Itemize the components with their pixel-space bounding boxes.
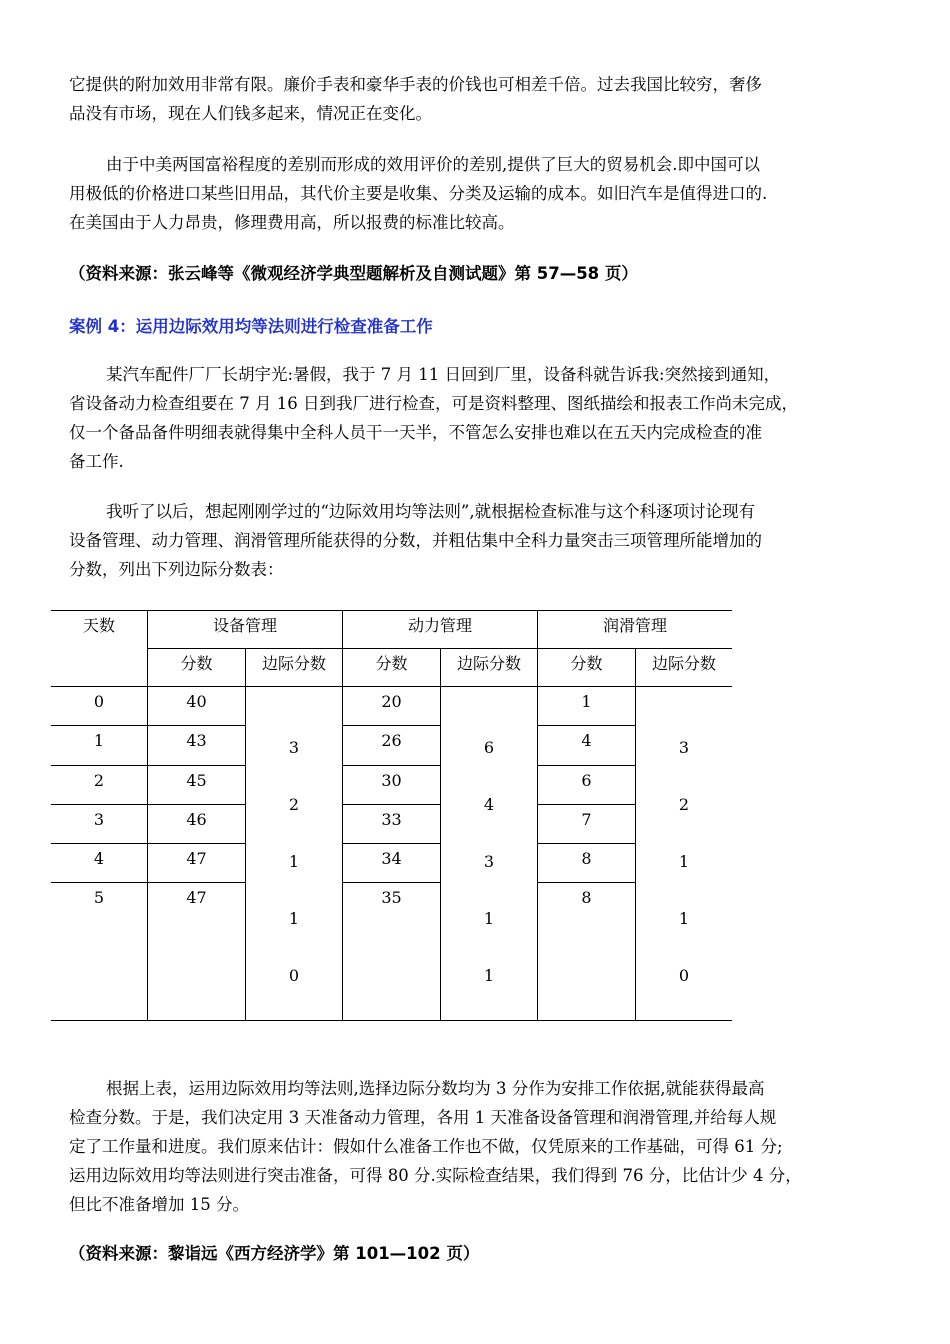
intro-line-2: 品没有市场，现在人们钱多起来，情况正在变化。 bbox=[69, 104, 432, 123]
lubrication-score-cell: 8 bbox=[538, 883, 636, 1021]
lubrication-marginal-value: 2 bbox=[678, 795, 690, 814]
case-paragraph-1 bbox=[69, 360, 889, 476]
equipment-score-cell: 40 bbox=[148, 687, 246, 726]
subheader-marginal: 边际分数 bbox=[246, 649, 343, 687]
intro-paragraph bbox=[69, 70, 889, 128]
case2-line-3: 分数，列出下列边际分数表： bbox=[69, 560, 284, 579]
subheader-score: 分数 bbox=[343, 649, 441, 687]
conclusion-line-3: 定了工作量和进度。我们原来估计：假如什么准备工作也不做，仅凭原来的工作基础，可得 61 分; bbox=[69, 1137, 783, 1156]
header-equipment: 设备管理 bbox=[148, 611, 343, 649]
equipment-marginal-value: 1 bbox=[288, 852, 300, 871]
lubrication-marginal-value: 1 bbox=[678, 852, 690, 871]
power-marginal-value: 1 bbox=[483, 966, 495, 985]
day-cell: 4 bbox=[51, 844, 148, 883]
source-citation-1: （资料来源：张云峰等《微观经济学典型题解析及自测试题》第 57—58 页） bbox=[69, 264, 638, 283]
case1-line-2: 省设备动力检查组要在 7 月 16 日到我厂进行检查，可是资料整理、图纸描绘和报表工作尚未完成， bbox=[69, 394, 798, 413]
equipment-marginal-value: 3 bbox=[288, 738, 300, 757]
table-row bbox=[51, 687, 732, 726]
table-row bbox=[51, 844, 732, 883]
power-marginal-value: 6 bbox=[483, 738, 495, 757]
case1-line-3: 仅一个备品备件明细表就得集中全科人员干一天半，不管怎么安排也难以在五天内完成检查的准 bbox=[69, 423, 762, 442]
power-marginal-cell bbox=[441, 687, 538, 1021]
subheader-marginal: 边际分数 bbox=[636, 649, 733, 687]
day-cell: 5 bbox=[51, 883, 148, 1021]
subheader-marginal: 边际分数 bbox=[441, 649, 538, 687]
equipment-marginal-value: 1 bbox=[288, 909, 300, 928]
case2-line-2: 设备管理、动力管理、润滑管理所能获得的分数，并粗估集中全科力量突击三项管理所能增加的 bbox=[69, 531, 762, 550]
equipment-score-cell: 47 bbox=[148, 844, 246, 883]
table-row bbox=[51, 765, 732, 804]
lubrication-score-cell: 4 bbox=[538, 726, 636, 765]
power-score-cell: 30 bbox=[343, 765, 441, 804]
day-cell: 2 bbox=[51, 765, 148, 804]
trade-paragraph bbox=[69, 150, 889, 237]
lubrication-marginal-cell bbox=[636, 687, 733, 1021]
intro-line-1: 它提供的附加效用非常有限。廉价手表和豪华手表的价钱也可相差千倍。过去我国比较穷，奢侈 bbox=[69, 75, 762, 94]
equipment-marginal-cell bbox=[246, 687, 343, 1021]
trade-line-2: 用极低的价格进口某些旧用品，其代价主要是收集、分类及运输的成本。如旧汽车是值得进口的. bbox=[69, 184, 768, 203]
equipment-score-cell: 45 bbox=[148, 765, 246, 804]
case-paragraph-2 bbox=[69, 497, 889, 584]
power-score-cell: 34 bbox=[343, 844, 441, 883]
power-marginal-value: 4 bbox=[483, 795, 495, 814]
marginal-score-table bbox=[51, 610, 732, 1021]
source-citation-2: （资料来源：黎诣远《西方经济学》第 101—102 页） bbox=[69, 1244, 480, 1263]
lubrication-score-cell: 8 bbox=[538, 844, 636, 883]
conclusion-line-1: 根据上表，运用边际效用均等法则,选择边际分数均为 3 分作为安排工作依据,就能获得最高 bbox=[106, 1079, 765, 1098]
conclusion-paragraph bbox=[69, 1074, 889, 1219]
header-days: 天数 bbox=[51, 611, 148, 687]
trade-line-3: 在美国由于人力昂贵，修理费用高，所以报费的标准比较高。 bbox=[69, 213, 515, 232]
table-row bbox=[51, 883, 732, 1021]
power-score-cell: 20 bbox=[343, 687, 441, 726]
power-marginal-value: 3 bbox=[483, 852, 495, 871]
day-cell: 1 bbox=[51, 726, 148, 765]
equipment-score-cell: 46 bbox=[148, 804, 246, 843]
lubrication-marginal-value: 1 bbox=[678, 909, 690, 928]
table-row bbox=[51, 804, 732, 843]
subheader-score: 分数 bbox=[148, 649, 246, 687]
trade-line-1: 由于中美两国富裕程度的差别而形成的效用评价的差别,提供了巨大的贸易机会.即中国可以 bbox=[106, 155, 760, 174]
equipment-marginal-value: 0 bbox=[288, 966, 300, 985]
day-cell: 3 bbox=[51, 804, 148, 843]
lubrication-score-cell: 6 bbox=[538, 765, 636, 804]
lubrication-marginal-value: 0 bbox=[678, 966, 690, 985]
power-score-cell: 35 bbox=[343, 883, 441, 1021]
header-lubrication: 润滑管理 bbox=[538, 611, 733, 649]
day-cell: 0 bbox=[51, 687, 148, 726]
lubrication-score-cell: 1 bbox=[538, 687, 636, 726]
header-power: 动力管理 bbox=[343, 611, 538, 649]
case1-line-4: 备工作. bbox=[69, 452, 124, 471]
conclusion-line-2: 检查分数。于是，我们决定用 3 天准备动力管理，各用 1 天准备设备管理和润滑管理,并给每人规 bbox=[69, 1108, 777, 1127]
case2-line-1: 我听了以后，想起刚刚学过的“边际效用均等法则”,就根据检查标准与这个科逐项讨论现有 bbox=[106, 502, 756, 521]
power-score-cell: 33 bbox=[343, 804, 441, 843]
conclusion-line-4: 运用边际效用均等法则进行突击准备，可得 80 分.实际检查结果，我们得到 76 分，比估计少 4 分， bbox=[69, 1166, 802, 1185]
table-row bbox=[51, 726, 732, 765]
subheader-score: 分数 bbox=[538, 649, 636, 687]
case-title: 案例 4：运用边际效用均等法则进行检查准备工作 bbox=[69, 317, 433, 336]
conclusion-line-5: 但比不准备增加 15 分。 bbox=[69, 1195, 249, 1214]
power-marginal-value: 1 bbox=[483, 909, 495, 928]
case1-line-1: 某汽车配件厂厂长胡宇光:暑假，我于 7 月 11 日回到厂里，设备科就告诉我:突然接到通知， bbox=[106, 365, 781, 384]
lubrication-score-cell: 7 bbox=[538, 804, 636, 843]
equipment-score-cell: 47 bbox=[148, 883, 246, 1021]
equipment-marginal-value: 2 bbox=[288, 795, 300, 814]
equipment-score-cell: 43 bbox=[148, 726, 246, 765]
lubrication-marginal-value: 3 bbox=[678, 738, 690, 757]
power-score-cell: 26 bbox=[343, 726, 441, 765]
